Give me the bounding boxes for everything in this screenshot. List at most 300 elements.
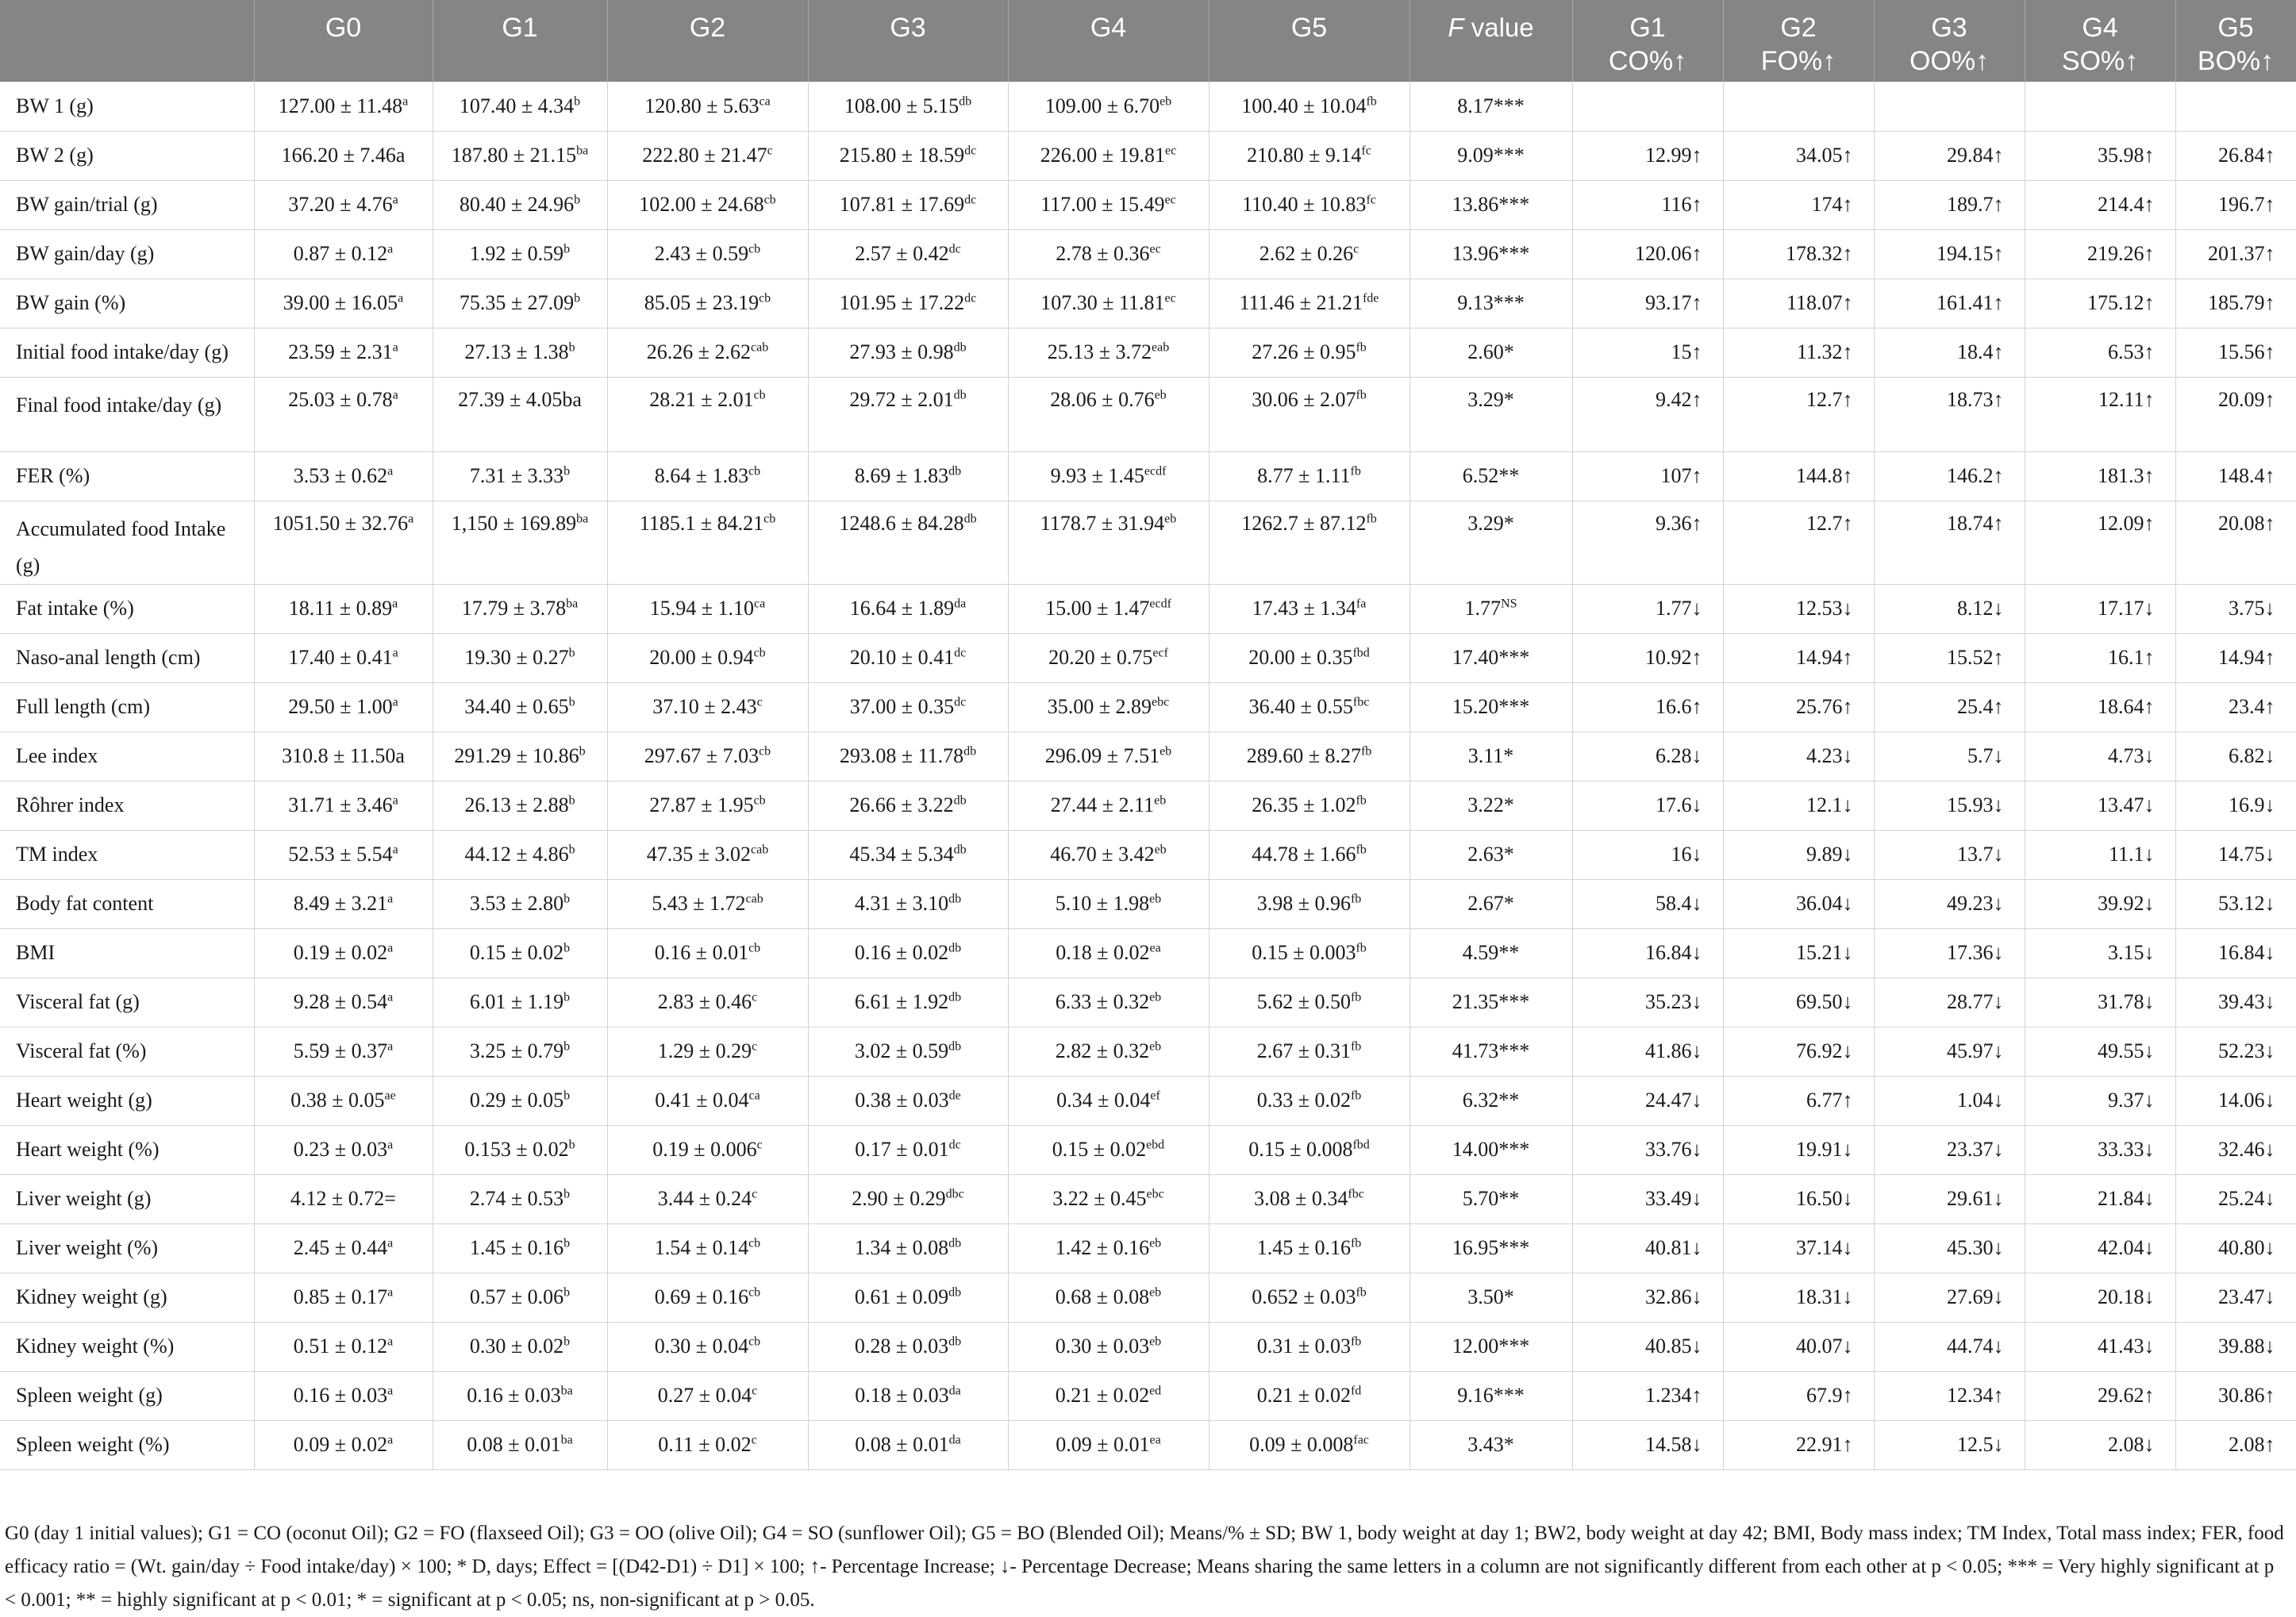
significance-superscript: ea — [1149, 941, 1161, 955]
percent-change-cell — [2025, 781, 2175, 830]
significance-superscript: db — [948, 1236, 962, 1250]
cell-text: 1.234↑ — [1645, 1384, 1702, 1407]
percent-change-cell — [1572, 977, 1723, 1027]
column-header — [808, 0, 1008, 82]
cell-text: 17.36↓ — [1947, 941, 2004, 964]
value-cell — [607, 977, 808, 1027]
cell-text: 101.95 ± 17.22 — [839, 291, 965, 314]
significance-superscript: b — [574, 193, 581, 207]
percent-change-cell — [1874, 584, 2025, 633]
percent-change-cell — [2175, 377, 2296, 451]
significance-superscript: b — [568, 793, 575, 808]
cell-text: 30.86↑ — [2218, 1384, 2275, 1407]
significance-superscript: eb — [1149, 1236, 1162, 1250]
percent-change-cell — [1572, 328, 1723, 377]
significance-superscript: b — [568, 340, 575, 355]
percent-change-cell — [2175, 1174, 2296, 1223]
cell-text: 116↑ — [1661, 193, 1702, 216]
percent-change-cell — [2175, 732, 2296, 781]
value-cell — [1008, 633, 1209, 682]
table-row — [0, 328, 2296, 377]
cell-text: 9.37↓ — [2108, 1089, 2155, 1112]
value-cell — [1209, 501, 1410, 584]
cell-text: Heart weight (g) — [16, 1089, 152, 1112]
significance-superscript: c — [756, 695, 763, 709]
significance-superscript: dc — [954, 695, 967, 709]
value-cell — [254, 682, 433, 732]
value-cell — [1209, 830, 1410, 879]
cell-text: 120.06↑ — [1635, 242, 1702, 265]
row-label — [0, 451, 254, 501]
table-row — [0, 451, 2296, 501]
percent-change-cell — [1572, 501, 1723, 584]
value-cell — [1209, 879, 1410, 928]
cell-text: 15.21↓ — [1796, 941, 1853, 964]
cell-text: 13.47↓ — [2098, 793, 2155, 816]
significance-superscript: fb — [1350, 892, 1362, 906]
value-cell — [1008, 1076, 1209, 1125]
cell-text: 35.23↓ — [1645, 990, 1702, 1013]
significance-superscript: da — [948, 1433, 961, 1447]
significance-superscript: fc — [1366, 193, 1376, 207]
significance-superscript: b — [563, 892, 571, 906]
cell-text: 67.9↑ — [1806, 1384, 1853, 1407]
cell-text: 18.31↓ — [1796, 1285, 1853, 1308]
significance-superscript: cb — [753, 387, 766, 401]
percent-change-cell — [2175, 781, 2296, 830]
value-cell — [254, 830, 433, 879]
cell-text: 18.11 ± 0.89 — [288, 597, 393, 620]
cell-text: 100.40 ± 10.04 — [1241, 94, 1367, 117]
value-cell — [433, 781, 607, 830]
value-cell — [607, 1223, 808, 1273]
cell-text: 15↑ — [1671, 340, 1702, 363]
row-label — [0, 501, 254, 584]
cell-text: 20.00 ± 0.94 — [649, 646, 754, 669]
percent-change-cell — [2175, 451, 2296, 501]
significance-superscript: a — [387, 1335, 394, 1349]
cell-text: 0.33 ± 0.02 — [1256, 1089, 1351, 1112]
significance-superscript: cb — [748, 242, 761, 256]
cell-text: 9.42↑ — [1656, 387, 1702, 411]
cell-text: 2.67 ± 0.31 — [1256, 1039, 1351, 1062]
cell-text: 16.64 ± 1.89 — [849, 597, 955, 620]
value-cell — [1209, 82, 1410, 131]
cell-text: 32.46↓ — [2218, 1138, 2275, 1161]
significance-superscript: a — [387, 1433, 394, 1447]
cell-text: 3.22 ± 0.45 — [1052, 1187, 1147, 1210]
value-cell — [808, 131, 1008, 180]
significance-superscript: fb — [1356, 843, 1367, 857]
header-stub — [0, 0, 254, 82]
value-cell — [1008, 977, 1209, 1027]
significance-superscript: b — [563, 242, 571, 256]
f-value-cell — [1410, 1027, 1572, 1076]
value-cell — [433, 1174, 607, 1223]
cell-text: 40.81↓ — [1645, 1236, 1702, 1259]
cell-text: 29.84↑ — [1947, 144, 2004, 167]
cell-text: 30.06 ± 2.07 — [1252, 387, 1356, 411]
row-label — [0, 1371, 254, 1420]
f-value-cell — [1410, 977, 1572, 1027]
cell-text: 11.32↑ — [1796, 340, 1853, 363]
cell-text: 27.69↓ — [1947, 1285, 2004, 1308]
percent-change-cell — [1874, 1027, 2025, 1076]
row-label — [0, 1420, 254, 1469]
percent-change-cell — [1572, 830, 1723, 879]
percent-change-cell — [2175, 131, 2296, 180]
cell-text: 13.96*** — [1452, 242, 1530, 265]
f-value-cell — [1410, 1125, 1572, 1174]
percent-change-cell — [1572, 1420, 1723, 1469]
cell-text: 9.13*** — [1457, 291, 1525, 314]
value-cell — [254, 180, 433, 229]
cell-text: 23.47↓ — [2218, 1285, 2275, 1308]
cell-text: 6.61 ± 1.92 — [854, 990, 949, 1013]
value-cell — [1209, 781, 1410, 830]
cell-text: Spleen weight (g) — [16, 1384, 163, 1407]
cell-text: 2.82 ± 0.32 — [1055, 1039, 1150, 1062]
value-cell — [254, 1223, 433, 1273]
cell-text: 0.15 ± 0.003 — [1252, 941, 1356, 964]
significance-superscript: a — [387, 242, 394, 256]
cell-text: 16.84↓ — [2218, 941, 2275, 964]
table-row — [0, 732, 2296, 781]
significance-superscript: db — [963, 744, 977, 759]
cell-text: 14.00*** — [1452, 1138, 1530, 1161]
cell-text: 16.1↑ — [2108, 646, 2155, 669]
value-cell — [607, 928, 808, 977]
row-label — [0, 229, 254, 278]
significance-superscript: b — [568, 695, 575, 709]
percent-change-cell — [1572, 377, 1723, 451]
value-cell — [808, 328, 1008, 377]
value-cell — [1209, 1174, 1410, 1223]
percent-change-cell — [1723, 1223, 1874, 1273]
cell-text: 46.70 ± 3.42 — [1050, 843, 1155, 866]
significance-superscript: a — [392, 646, 398, 660]
significance-superscript: a — [387, 1285, 394, 1300]
f-value-cell — [1410, 1420, 1572, 1469]
cell-text: 108.00 ± 5.15 — [844, 94, 960, 117]
significance-superscript: ba — [566, 597, 579, 611]
cell-text: 16.84↓ — [1645, 941, 1702, 964]
value-cell — [607, 1371, 808, 1420]
significance-superscript: fb — [1360, 744, 1372, 759]
percent-change-cell — [1874, 1076, 2025, 1125]
row-label — [0, 1273, 254, 1322]
cell-text: 0.41 ± 0.04 — [655, 1089, 749, 1112]
cell-text: 1.29 ± 0.29 — [657, 1039, 752, 1062]
value-cell — [1209, 328, 1410, 377]
percent-change-cell — [2175, 1322, 2296, 1371]
cell-text: 0.16 ± 0.02 — [854, 941, 949, 964]
cell-text: 0.30 ± 0.04 — [654, 1335, 749, 1358]
significance-superscript: a — [392, 193, 398, 207]
value-cell — [433, 830, 607, 879]
cell-text: 117.00 ± 15.49 — [1040, 193, 1165, 216]
cell-text: 16.9↓ — [2229, 793, 2275, 816]
cell-text: 26.35 ± 1.02 — [1252, 793, 1356, 816]
cell-text: 39.92↓ — [2098, 892, 2155, 915]
significance-superscript: cb — [748, 941, 761, 955]
cell-text: 3.43* — [1467, 1433, 1514, 1456]
value-cell — [254, 278, 433, 328]
row-label — [0, 1174, 254, 1223]
value-cell — [1209, 229, 1410, 278]
value-cell — [1008, 830, 1209, 879]
header-line: G3 — [890, 13, 926, 43]
significance-superscript: db — [948, 990, 962, 1004]
significance-superscript: dc — [954, 646, 967, 660]
significance-superscript: b — [574, 94, 581, 109]
cell-text: 12.5↓ — [1957, 1433, 2004, 1456]
significance-superscript: db — [953, 340, 967, 355]
cell-text: 42.04↓ — [2098, 1236, 2155, 1259]
significance-superscript: fb — [1350, 1089, 1362, 1103]
cell-text: 8.77 ± 1.11 — [1257, 464, 1351, 487]
significance-superscript: a — [387, 464, 394, 478]
table-row — [0, 682, 2296, 732]
value-cell — [1008, 879, 1209, 928]
significance-superscript: a — [387, 1039, 394, 1054]
row-label — [0, 328, 254, 377]
cell-text: 1185.1 ± 84.21 — [639, 511, 764, 535]
cell-text: 26.84↑ — [2218, 144, 2275, 167]
cell-text: 45.34 ± 5.34 — [849, 843, 954, 866]
percent-change-cell — [2025, 82, 2175, 131]
cell-text: 226.00 ± 19.81 — [1040, 144, 1166, 167]
percent-change-cell — [1723, 1174, 1874, 1223]
value-cell — [254, 1273, 433, 1322]
value-cell — [254, 82, 433, 131]
percent-change-cell — [1874, 229, 2025, 278]
value-cell — [1209, 377, 1410, 451]
value-cell — [254, 928, 433, 977]
percent-change-cell — [1874, 1322, 2025, 1371]
cell-text: 15.93↓ — [1947, 793, 2004, 816]
cell-text: 3.02 ± 0.59 — [854, 1039, 949, 1062]
percent-change-cell — [1874, 1273, 2025, 1322]
percent-change-cell — [2175, 830, 2296, 879]
cell-text: 0.08 ± 0.01 — [467, 1433, 561, 1456]
cell-text: 1248.6 ± 84.28 — [839, 511, 964, 535]
table-row — [0, 1273, 2296, 1322]
percent-change-cell — [2175, 180, 2296, 229]
row-label — [0, 377, 254, 451]
table-header — [0, 0, 2296, 82]
value-cell — [433, 1273, 607, 1322]
cell-text: 49.23↓ — [1947, 892, 2004, 915]
percent-change-cell — [2025, 131, 2175, 180]
cell-text: 0.17 ± 0.01 — [855, 1138, 949, 1161]
f-value-cell — [1410, 682, 1572, 732]
cell-text: 8.17*** — [1457, 94, 1525, 117]
row-label — [0, 1322, 254, 1371]
row-label — [0, 732, 254, 781]
row-label — [0, 1027, 254, 1076]
value-cell — [607, 1076, 808, 1125]
significance-superscript: c — [752, 1384, 758, 1398]
cell-text: 12.09↑ — [2098, 511, 2155, 535]
percent-change-cell — [1572, 1076, 1723, 1125]
cell-text: Initial food intake/day (g) — [16, 340, 229, 363]
cell-text: 18.4↑ — [1957, 340, 2004, 363]
percent-change-cell — [2175, 977, 2296, 1027]
significance-superscript: cb — [759, 744, 771, 759]
significance-superscript: b — [563, 1335, 571, 1349]
percent-change-cell — [2175, 879, 2296, 928]
cell-text: 5.43 ± 1.72 — [652, 892, 746, 915]
percent-change-cell — [1874, 278, 2025, 328]
column-header — [1209, 0, 1410, 82]
cell-text: 1.77 — [1464, 597, 1502, 620]
percent-change-cell — [1572, 1174, 1723, 1223]
significance-superscript: dc — [964, 193, 977, 207]
percent-change-cell — [2175, 682, 2296, 732]
cell-text: 1.45 ± 0.16 — [469, 1236, 564, 1259]
value-cell — [808, 1027, 1008, 1076]
significance-superscript: ba — [576, 511, 589, 525]
cell-text: 17.6↓ — [1656, 793, 1702, 816]
value-cell — [607, 879, 808, 928]
column-header — [607, 0, 808, 82]
value-cell — [808, 1076, 1008, 1125]
cell-text: 80.40 ± 24.96 — [459, 193, 575, 216]
cell-text: 5.70** — [1462, 1187, 1520, 1210]
percent-change-cell — [1723, 682, 1874, 732]
significance-superscript: b — [579, 744, 586, 759]
percent-change-cell — [2025, 1273, 2175, 1322]
f-value-cell — [1410, 830, 1572, 879]
cell-text: 8.64 ± 1.83 — [654, 464, 749, 487]
percent-change-cell — [2175, 633, 2296, 682]
cell-text: 39.88↓ — [2218, 1335, 2275, 1358]
percent-change-cell — [1723, 180, 1874, 229]
cell-text: 0.19 ± 0.02 — [293, 941, 388, 964]
percent-change-cell — [1874, 180, 2025, 229]
header-line-2: OO%↑ — [1909, 46, 1990, 76]
significance-superscript: c — [752, 1187, 758, 1201]
percent-change-cell — [1874, 1125, 2025, 1174]
table-row — [0, 977, 2296, 1027]
cell-text: 26.13 ± 2.88 — [464, 793, 569, 816]
cell-text: 36.04↓ — [1796, 892, 1853, 915]
cell-text: 41.73*** — [1452, 1039, 1530, 1062]
cell-text: 45.30↓ — [1947, 1236, 2004, 1259]
cell-text: 52.23↓ — [2218, 1039, 2275, 1062]
value-cell — [254, 977, 433, 1027]
value-cell — [433, 928, 607, 977]
cell-text: 0.18 ± 0.02 — [1056, 941, 1150, 964]
cell-text: 4.59** — [1462, 941, 1520, 964]
cell-text: 3.50* — [1467, 1285, 1514, 1308]
cell-text: 1.77↓ — [1656, 597, 1702, 620]
significance-superscript: ec — [1165, 144, 1177, 158]
f-value-cell — [1410, 131, 1572, 180]
cell-text: 1051.50 ± 32.76 — [272, 511, 409, 535]
cell-text: 37.20 ± 4.76 — [288, 193, 393, 216]
value-cell — [1209, 1371, 1410, 1420]
cell-text: 21.35*** — [1452, 990, 1530, 1013]
cell-text: 6.32** — [1462, 1089, 1520, 1112]
value-cell — [433, 1223, 607, 1273]
column-header — [1008, 0, 1209, 82]
cell-text: 29.62↑ — [2098, 1384, 2155, 1407]
percent-change-cell — [2025, 1371, 2175, 1420]
cell-text: 166.20 ± 7.46a — [281, 144, 406, 167]
cell-text: Kidney weight (%) — [16, 1335, 175, 1358]
value-cell — [254, 1076, 433, 1125]
percent-change-cell — [2175, 1273, 2296, 1322]
significance-superscript: dc — [964, 291, 977, 305]
percent-change-cell — [1723, 1273, 1874, 1322]
percent-change-cell — [1723, 377, 1874, 451]
cell-text: 15.20*** — [1452, 695, 1530, 718]
significance-superscript: de — [948, 1089, 961, 1103]
row-label — [0, 830, 254, 879]
value-cell — [433, 328, 607, 377]
cell-text: 1.34 ± 0.08 — [854, 1236, 949, 1259]
significance-superscript: eab — [1152, 340, 1170, 355]
significance-superscript: cb — [748, 1335, 761, 1349]
row-label — [0, 633, 254, 682]
significance-superscript: ecf — [1152, 646, 1168, 660]
significance-superscript: ebd — [1146, 1138, 1165, 1152]
percent-change-cell — [1723, 732, 1874, 781]
cell-text: 44.12 ± 4.86 — [464, 843, 569, 866]
cell-text: 25.24↓ — [2218, 1187, 2275, 1210]
significance-superscript: a — [402, 94, 409, 109]
significance-superscript: fb — [1350, 1236, 1362, 1250]
significance-superscript: db — [948, 1285, 962, 1300]
cell-text: 17.79 ± 3.78 — [461, 597, 567, 620]
cell-text: 14.58↓ — [1645, 1433, 1702, 1456]
percent-change-cell — [1572, 131, 1723, 180]
cell-text: 0.15 ± 0.02 — [1052, 1138, 1147, 1161]
cell-text: 0.15 ± 0.02 — [469, 941, 564, 964]
cell-text: 2.63* — [1467, 843, 1514, 866]
cell-text: 20.18↓ — [2098, 1285, 2155, 1308]
percent-change-cell — [1723, 1027, 1874, 1076]
cell-text: 17.40*** — [1452, 646, 1530, 669]
significance-superscript: fb — [1350, 1039, 1362, 1054]
percent-change-cell — [1874, 1174, 2025, 1223]
cell-text: 107.81 ± 17.69 — [839, 193, 965, 216]
percent-change-cell — [1874, 1371, 2025, 1420]
cell-text: 33.33↓ — [2098, 1138, 2155, 1161]
cell-text: 3.29* — [1467, 387, 1514, 411]
table-row — [0, 928, 2296, 977]
table-row — [0, 1420, 2296, 1469]
table-row — [0, 1076, 2296, 1125]
cell-text: 0.57 ± 0.06 — [469, 1285, 564, 1308]
cell-text: 2.83 ± 0.46 — [657, 990, 752, 1013]
cell-text: 0.16 ± 0.01 — [654, 941, 749, 964]
f-value-cell — [1410, 732, 1572, 781]
cell-text: 110.40 ± 10.83 — [1242, 193, 1367, 216]
significance-superscript: fbc — [1352, 695, 1370, 709]
cell-text: 9.09*** — [1457, 144, 1525, 167]
percent-change-cell — [1723, 1076, 1874, 1125]
cell-text: 44.74↓ — [1947, 1335, 2004, 1358]
significance-superscript: ba — [576, 144, 589, 158]
percent-change-cell — [1572, 1027, 1723, 1076]
value-cell — [254, 131, 433, 180]
cell-text: 5.10 ± 1.98 — [1055, 892, 1150, 915]
cell-text: 175.12↑ — [2087, 291, 2155, 314]
cell-text: 45.97↓ — [1947, 1039, 2004, 1062]
